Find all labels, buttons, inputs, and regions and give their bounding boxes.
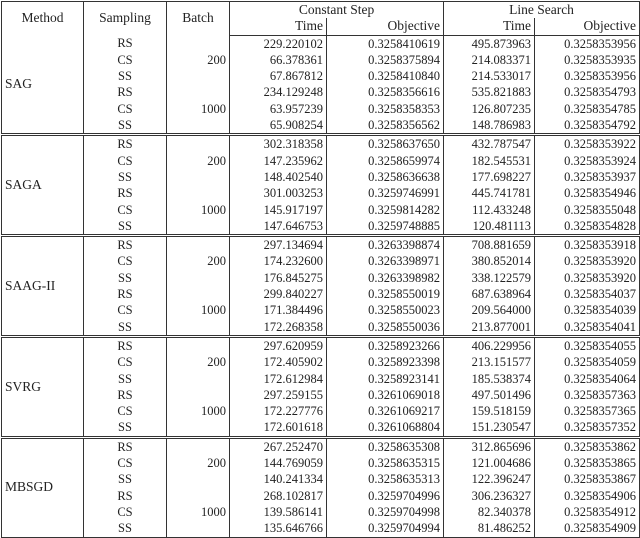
table-row [2,68,640,84]
batch-cell [167,371,230,387]
cs-time-cell: 297.134694 [230,236,327,254]
batch-cell [167,169,230,185]
table-row [2,504,640,520]
header-cs-objective: Objective [327,18,444,35]
table-row [2,488,640,504]
cs-time-cell: 234.129248 [230,84,327,100]
sampling-cell: RS [84,35,167,52]
cs-time-cell: 145.917197 [230,202,327,218]
table-row [2,218,640,236]
cs-time-cell: 172.227776 [230,403,327,419]
cs-time-cell: 148.402540 [230,169,327,185]
cs-objective-cell: 0.3263398874 [327,236,444,254]
ls-objective-cell: 0.3258354785 [535,101,640,117]
batch-cell: 200 [167,354,230,370]
cs-objective-cell: 0.3259704994 [327,520,444,537]
ls-time-cell: 151.230547 [444,419,535,437]
ls-objective-cell: 0.3258354912 [535,504,640,520]
batch-cell [167,419,230,437]
ls-time-cell: 122.396247 [444,471,535,487]
ls-objective-cell: 0.3258353862 [535,437,640,455]
ls-time-cell: 81.486252 [444,520,535,537]
ls-objective-cell: 0.3258353920 [535,270,640,286]
table-row [2,302,640,318]
batch-cell [167,286,230,302]
table-row [2,387,640,403]
ls-objective-cell: 0.3258353924 [535,153,640,169]
batch-cell [167,35,230,52]
ls-objective-cell: 0.3258357352 [535,419,640,437]
ls-time-cell: 432.787547 [444,135,535,153]
ls-objective-cell: 0.3258353922 [535,135,640,153]
batch-cell [167,185,230,201]
ls-objective-cell: 0.3258354793 [535,84,640,100]
batch-cell [167,319,230,337]
sampling-cell: SS [84,218,167,236]
cs-time-cell: 171.384496 [230,302,327,318]
ls-objective-cell: 0.3258355048 [535,202,640,218]
cs-time-cell: 65.908254 [230,117,327,135]
cs-objective-cell: 0.3259746991 [327,185,444,201]
sampling-cell: SS [84,371,167,387]
cs-time-cell: 302.318358 [230,135,327,153]
ls-time-cell: 159.518159 [444,403,535,419]
ls-objective-cell: 0.3258353937 [535,169,640,185]
cs-objective-cell: 0.3258375894 [327,52,444,68]
ls-time-cell: 497.501496 [444,387,535,403]
sampling-cell: RS [84,185,167,201]
sampling-cell: SS [84,117,167,135]
cs-objective-cell: 0.3258356562 [327,117,444,135]
header-batch: Batch [167,2,230,36]
ls-time-cell: 177.698227 [444,169,535,185]
cs-time-cell: 140.241334 [230,471,327,487]
batch-cell [167,117,230,135]
ls-time-cell: 182.545531 [444,153,535,169]
sampling-cell: CS [84,101,167,117]
table-row [2,455,640,471]
cs-objective-cell: 0.3258635315 [327,455,444,471]
cs-objective-cell: 0.3258358353 [327,101,444,117]
sampling-cell: CS [84,455,167,471]
batch-cell [167,236,230,254]
sampling-cell: RS [84,336,167,354]
ls-time-cell: 306.236327 [444,488,535,504]
ls-time-cell: 209.564000 [444,302,535,318]
cs-objective-cell: 0.3258636638 [327,169,444,185]
table-row [2,354,640,370]
batch-cell: 1000 [167,504,230,520]
header-cs-time: Time [230,18,327,35]
cs-objective-cell: 0.3258356616 [327,84,444,100]
batch-cell [167,488,230,504]
cs-objective-cell: 0.3261069217 [327,403,444,419]
cs-time-cell: 301.003253 [230,185,327,201]
cs-objective-cell: 0.3258923141 [327,371,444,387]
table-row [2,437,640,455]
method-cell: SAGA [2,135,84,236]
cs-objective-cell: 0.3258923398 [327,354,444,370]
ls-time-cell: 112.433248 [444,202,535,218]
cs-time-cell: 63.957239 [230,101,327,117]
table-row [2,403,640,419]
ls-objective-cell: 0.3258353956 [535,68,640,84]
table-row [2,471,640,487]
batch-cell [167,520,230,537]
cs-time-cell: 229.220102 [230,35,327,52]
cs-time-cell: 67.867812 [230,68,327,84]
table-row [2,419,640,437]
cs-time-cell: 299.840227 [230,286,327,302]
sampling-cell: CS [84,153,167,169]
sampling-cell: RS [84,387,167,403]
cs-time-cell: 139.586141 [230,504,327,520]
sampling-cell: SS [84,270,167,286]
batch-cell: 1000 [167,202,230,218]
batch-cell [167,68,230,84]
table-row [2,169,640,185]
sampling-cell: RS [84,236,167,254]
ls-objective-cell: 0.3258354064 [535,371,640,387]
table-row [2,336,640,354]
sampling-cell: SS [84,520,167,537]
table-row [2,135,640,153]
batch-cell [167,471,230,487]
table-row [2,52,640,68]
cs-objective-cell: 0.3259748885 [327,218,444,236]
method-cell: SVRG [2,336,84,437]
cs-objective-cell: 0.3258410619 [327,35,444,52]
ls-objective-cell: 0.3258354041 [535,319,640,337]
ls-time-cell: 312.865696 [444,437,535,455]
method-cell: SAG [5,76,33,92]
batch-cell [167,336,230,354]
ls-time-cell: 126.807235 [444,101,535,117]
table-row [2,35,640,52]
ls-objective-cell: 0.3258353935 [535,52,640,68]
cs-objective-cell: 0.3263398982 [327,270,444,286]
ls-time-cell: 120.481113 [444,218,535,236]
table-row [2,84,640,100]
ls-time-cell: 185.538374 [444,371,535,387]
ls-time-cell: 380.852014 [444,253,535,269]
batch-cell: 200 [167,455,230,471]
cs-objective-cell: 0.3259814282 [327,202,444,218]
ls-time-cell: 213.877001 [444,319,535,337]
header-line-search: Line Search [444,2,640,19]
cs-objective-cell: 0.3263398971 [327,253,444,269]
ls-objective-cell: 0.3258354909 [535,520,640,537]
sampling-cell: CS [84,52,167,68]
batch-cell [167,84,230,100]
batch-cell: 200 [167,153,230,169]
sampling-cell: RS [84,437,167,455]
sampling-cell: CS [84,253,167,269]
cs-objective-cell: 0.3258635308 [327,437,444,455]
sampling-cell: RS [84,84,167,100]
ls-time-cell: 148.786983 [444,117,535,135]
sampling-cell: CS [84,302,167,318]
ls-time-cell: 495.873963 [444,35,535,52]
cs-time-cell: 172.405902 [230,354,327,370]
header-row-top [2,2,640,19]
batch-cell: 1000 [167,403,230,419]
ls-objective-cell: 0.3258353867 [535,471,640,487]
cs-time-cell: 66.378361 [230,52,327,68]
table-row [2,520,640,537]
cs-objective-cell: 0.3259704996 [327,488,444,504]
header-constant-step: Constant Step [230,2,444,19]
table-body [2,35,640,537]
table-row [2,202,640,218]
batch-cell: 1000 [167,101,230,117]
cs-time-cell: 297.259155 [230,387,327,403]
ls-objective-cell: 0.3258353920 [535,253,640,269]
method-cell: MBSGD [2,437,84,537]
batch-cell [167,270,230,286]
batch-cell: 200 [167,52,230,68]
cs-objective-cell: 0.3261069018 [327,387,444,403]
cs-time-cell: 172.268358 [230,319,327,337]
sampling-cell: SS [84,68,167,84]
sampling-cell: CS [84,403,167,419]
cs-objective-cell: 0.3259704998 [327,504,444,520]
sampling-cell: SS [84,319,167,337]
ls-objective-cell: 0.3258354828 [535,218,640,236]
ls-time-cell: 338.122579 [444,270,535,286]
table-row [2,286,640,302]
cs-time-cell: 144.769059 [230,455,327,471]
cs-objective-cell: 0.3258635313 [327,471,444,487]
ls-objective-cell: 0.3258354055 [535,336,640,354]
ls-objective-cell: 0.3258354946 [535,185,640,201]
ls-time-cell: 687.638964 [444,286,535,302]
cs-time-cell: 147.235962 [230,153,327,169]
batch-cell: 200 [167,253,230,269]
cs-time-cell: 172.612984 [230,371,327,387]
ls-time-cell: 214.083371 [444,52,535,68]
batch-cell [167,387,230,403]
sampling-cell: RS [84,488,167,504]
cs-objective-cell: 0.3261068804 [327,419,444,437]
table-row [2,101,640,117]
batch-cell [167,135,230,153]
table-row [2,319,640,337]
batch-cell [167,437,230,455]
cs-time-cell: 172.601618 [230,419,327,437]
ls-objective-cell: 0.3258354059 [535,354,640,370]
cs-objective-cell: 0.3258410840 [327,68,444,84]
ls-time-cell: 213.151577 [444,354,535,370]
cs-time-cell: 297.620959 [230,336,327,354]
ls-objective-cell: 0.3258354792 [535,117,640,135]
header-sampling: Sampling [84,2,167,36]
sampling-cell: SS [84,471,167,487]
sampling-cell: RS [84,135,167,153]
ls-time-cell: 82.340378 [444,504,535,520]
table-row [2,185,640,201]
ls-objective-cell: 0.3258354906 [535,488,640,504]
cs-time-cell: 176.845275 [230,270,327,286]
table-row [2,371,640,387]
ls-objective-cell: 0.3258357363 [535,387,640,403]
table-row [2,153,640,169]
cs-objective-cell: 0.3258659974 [327,153,444,169]
ls-time-cell: 445.741781 [444,185,535,201]
batch-cell: 1000 [167,302,230,318]
header-ls-time: Time [444,18,535,35]
header-ls-objective: Objective [535,18,640,35]
ls-objective-cell: 0.3258354039 [535,302,640,318]
cs-objective-cell: 0.3258637650 [327,135,444,153]
cs-time-cell: 268.102817 [230,488,327,504]
cs-objective-cell: 0.3258550019 [327,286,444,302]
ls-objective-cell: 0.3258354037 [535,286,640,302]
batch-cell [167,218,230,236]
cs-time-cell: 267.252470 [230,437,327,455]
ls-time-cell: 214.533017 [444,68,535,84]
results-table [1,1,640,538]
ls-time-cell: 535.821883 [444,84,535,100]
sampling-cell: SS [84,419,167,437]
sampling-cell: RS [84,286,167,302]
cs-time-cell: 174.232600 [230,253,327,269]
table-row [2,236,640,254]
sampling-cell: CS [84,354,167,370]
table-row [2,270,640,286]
ls-time-cell: 708.881659 [444,236,535,254]
sampling-cell: SS [84,169,167,185]
sampling-cell: CS [84,202,167,218]
ls-objective-cell: 0.3258353918 [535,236,640,254]
method-cell: SAAG-II [2,236,84,337]
cs-objective-cell: 0.3258550023 [327,302,444,318]
cs-time-cell: 135.646766 [230,520,327,537]
cs-time-cell: 147.646753 [230,218,327,236]
table-row [2,253,640,269]
ls-time-cell: 121.004686 [444,455,535,471]
table-row [2,117,640,135]
ls-time-cell: 406.229956 [444,336,535,354]
cs-objective-cell: 0.3258550036 [327,319,444,337]
header-method: Method [21,10,64,26]
sampling-cell: CS [84,504,167,520]
cs-objective-cell: 0.3258923266 [327,336,444,354]
ls-objective-cell: 0.3258353865 [535,455,640,471]
ls-objective-cell: 0.3258353956 [535,35,640,52]
ls-objective-cell: 0.3258357365 [535,403,640,419]
